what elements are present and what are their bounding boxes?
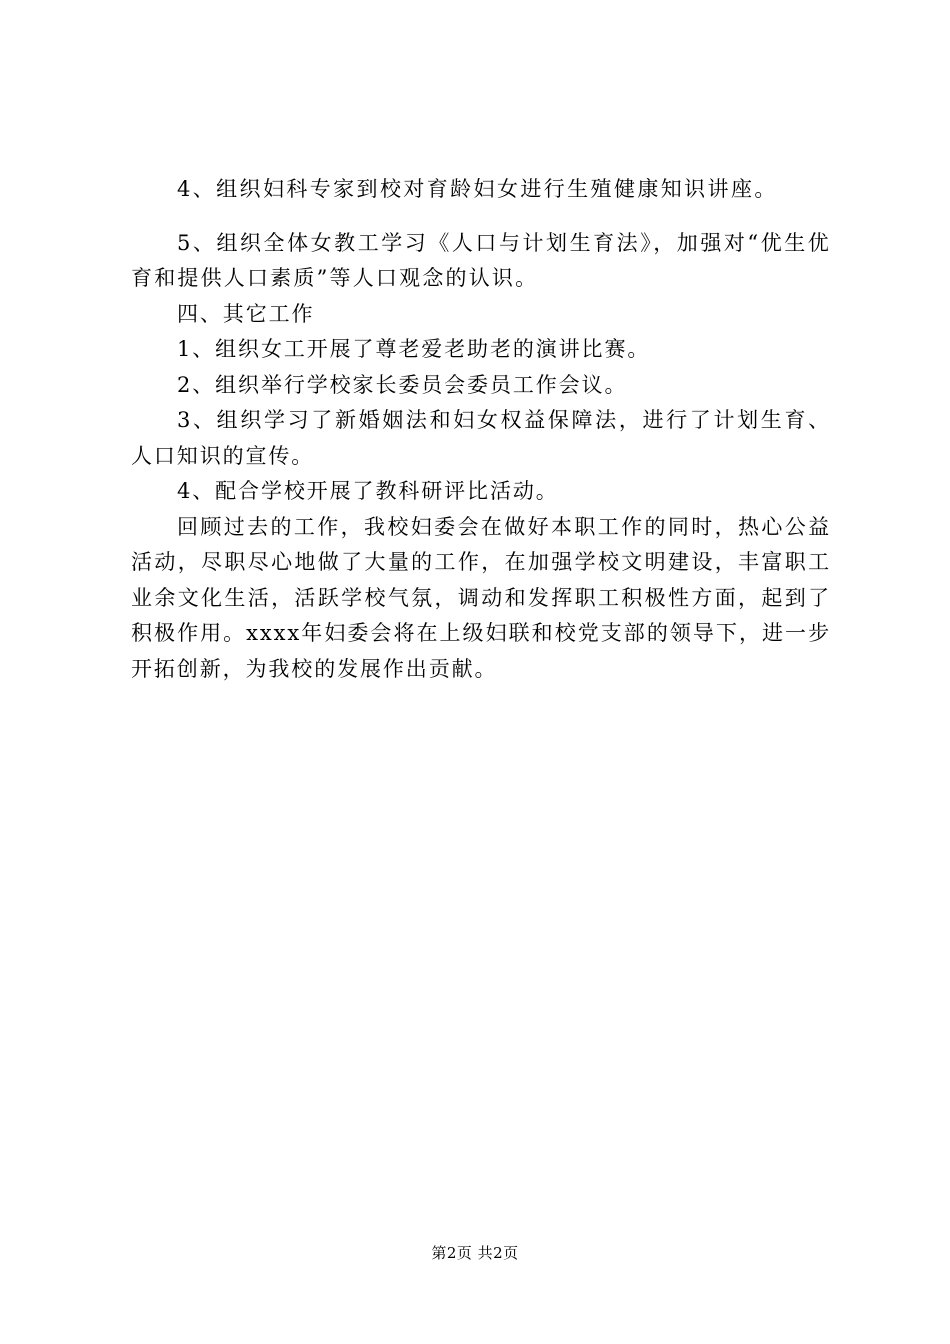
paragraph-item-5-study: 5、组织全体女教工学习《人口与计划生育法》，加强对“优生优育和提供人口素质”等人口观念的认识。	[131, 230, 831, 290]
section-heading-other-work: 四、其它工作	[177, 301, 315, 326]
paragraph-summary: 回顾过去的工作，我校妇委会在做好本职工作的同时，热心公益活动，尽职尽心地做了大量的工作，在加强学校文明建设，丰富职工业余文化生活，活跃学校气氛，调动和发挥职工积极性方面，起到了积极作用。xxxx年妇委会将在上级妇联和校党支部的领导下，进一步开拓创新，为我校的发展作出贡献。	[131, 514, 831, 681]
paragraph-item-2-parent-committee: 2、组织举行学校家长委员会委员工作会议。	[177, 372, 628, 397]
paragraph-spacer	[131, 208, 831, 226]
page-number-footer: 第2页 共2页	[431, 1244, 519, 1262]
document-body	[131, 172, 831, 687]
paragraph-item-1-speech-contest: 1、组织女工开展了尊老爱老助老的演讲比赛。	[177, 337, 651, 361]
paragraph-item-4-research: 4、配合学校开展了教科研评比活动。	[177, 479, 559, 503]
paragraph-item-3-law-study: 3、组织学习了新婚姻法和妇女权益保障法，进行了计划生育、人口知识的宣传。	[131, 408, 831, 468]
paragraph-item-4-lecture: 4、组织妇科专家到校对育龄妇女进行生殖健康知识讲座。	[177, 177, 778, 201]
